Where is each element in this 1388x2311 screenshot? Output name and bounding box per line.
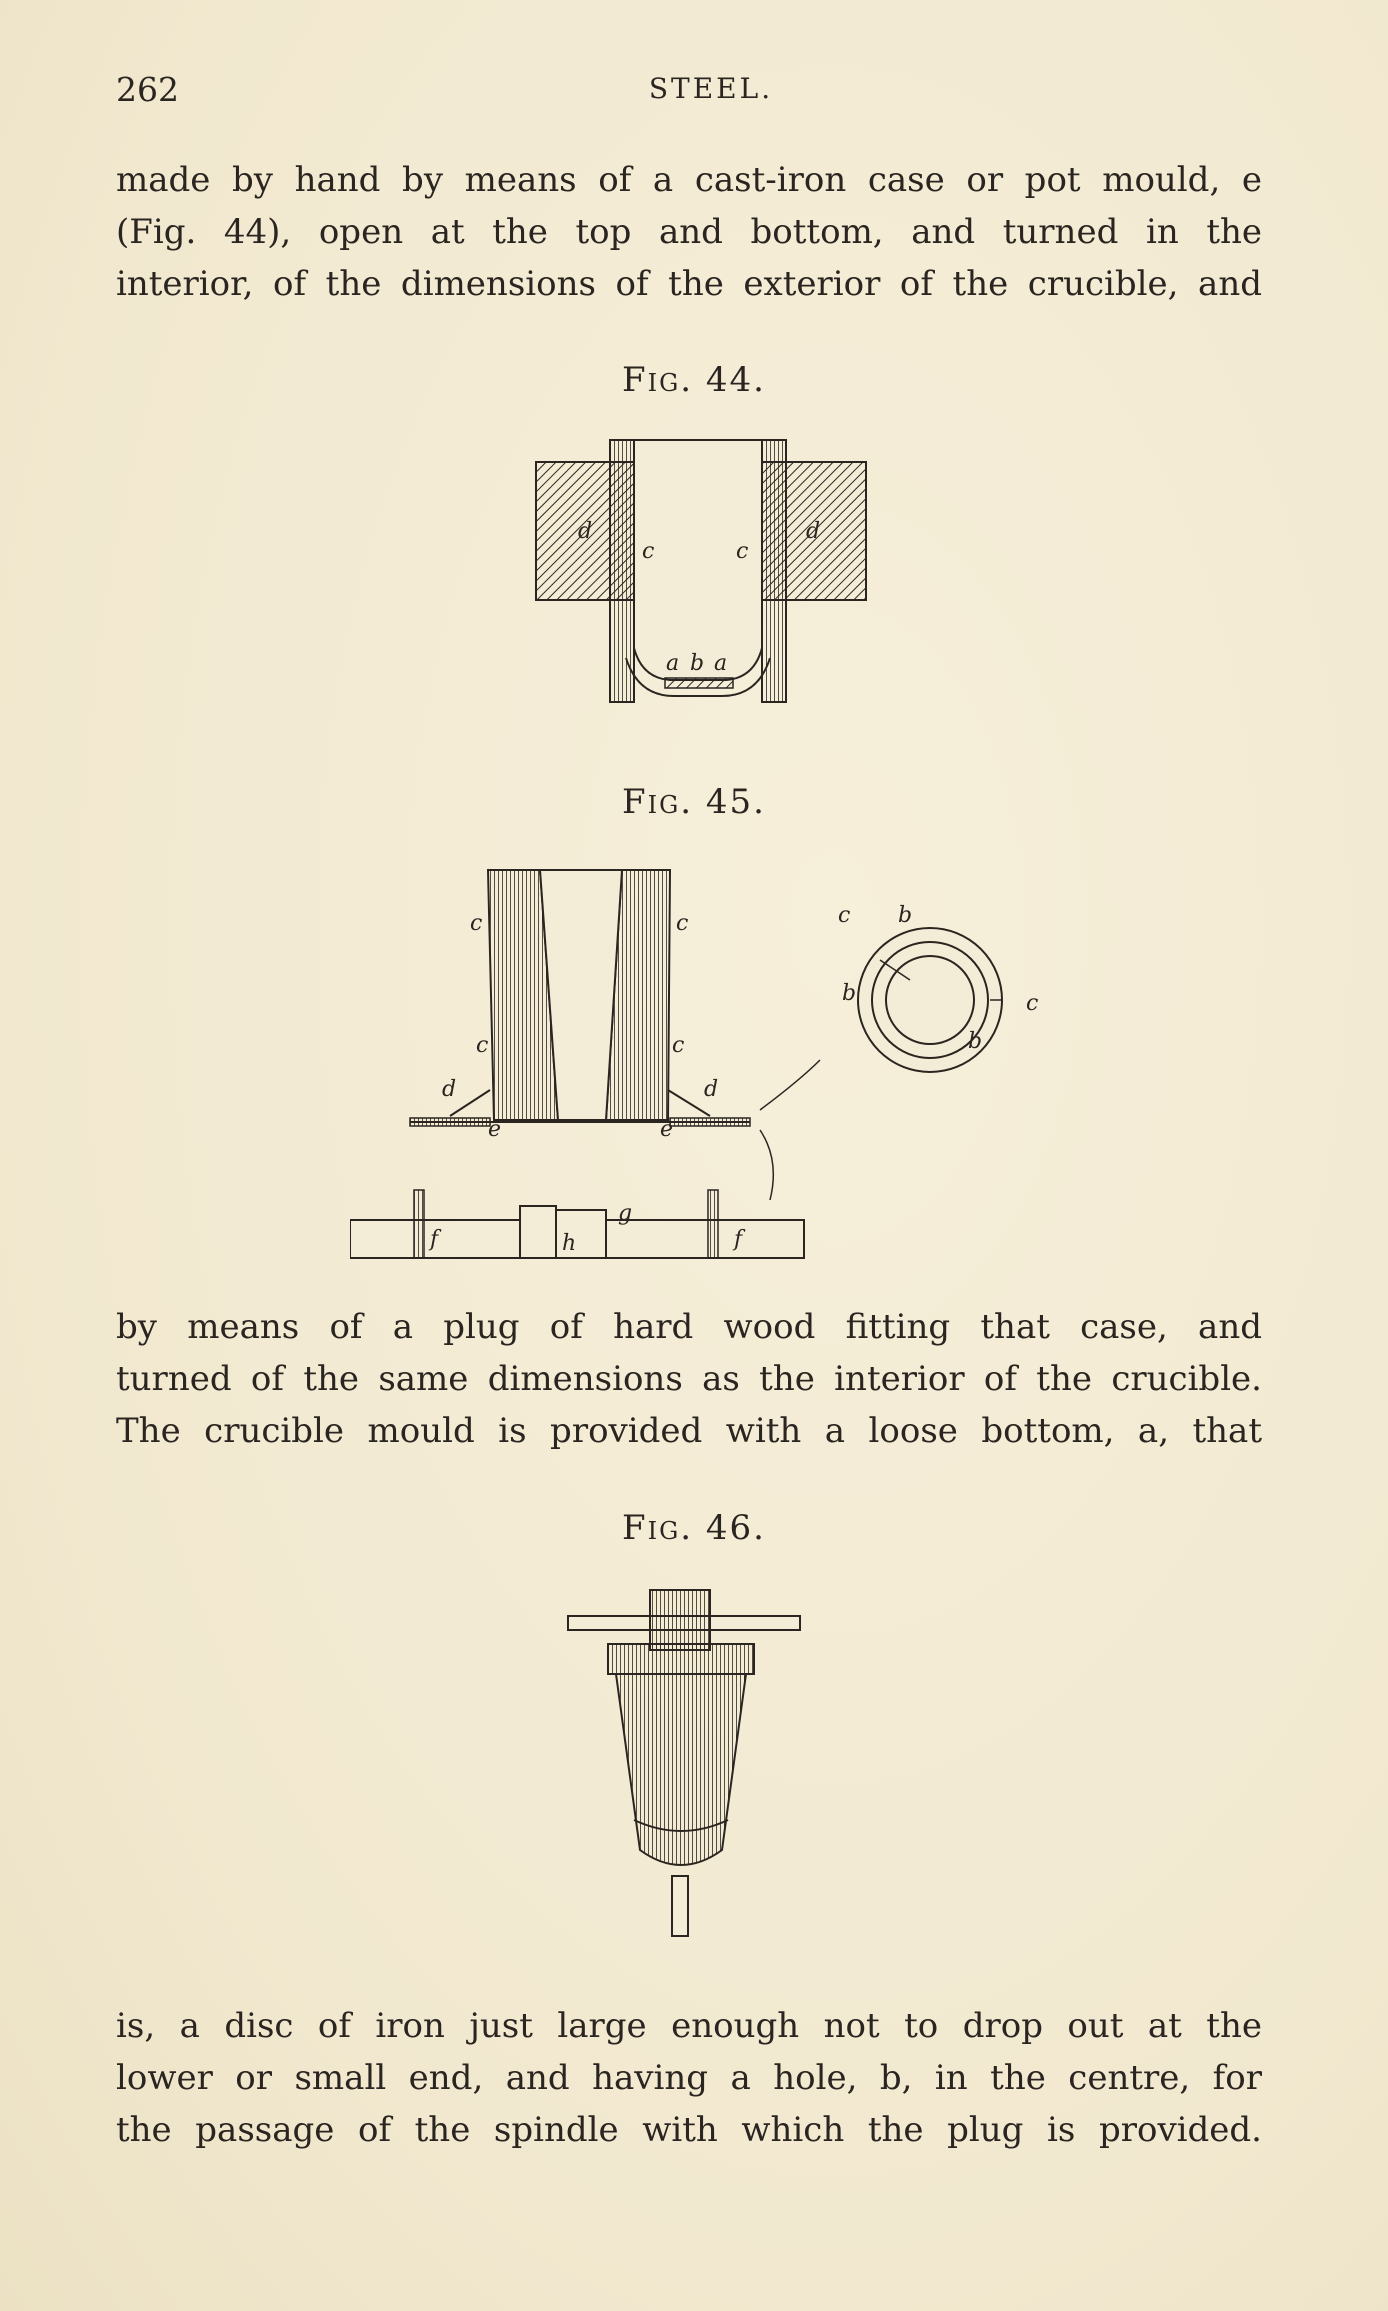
page-header — [116, 70, 1266, 130]
text-line: The crucible mould is provided with a loose bottom, a, that — [116, 1411, 1262, 1451]
label-h: h — [562, 1231, 577, 1256]
label-c: c — [476, 1033, 489, 1058]
label-e: e — [488, 1117, 502, 1142]
paragraph-2 — [116, 1301, 1262, 1457]
text-line: turned of the same dimensions as the interior of the crucible. — [116, 1359, 1262, 1399]
text-line: made by hand by means of a cast-iron case or pot mould, e — [116, 160, 1262, 200]
label-b: b — [842, 981, 857, 1006]
figure-45-caption: Fig. 45. — [622, 782, 766, 822]
text-line: is, a disc of iron just large enough not to drop out at the — [116, 2006, 1262, 2046]
running-head: STEEL. — [648, 72, 774, 105]
figure-46-plug — [560, 1580, 810, 1970]
label-c: c — [676, 911, 689, 936]
paragraph-1 — [116, 154, 1262, 310]
text-line: by means of a plug of hard wood fitting that case, and — [116, 1307, 1262, 1347]
label-c: c — [1026, 991, 1039, 1016]
label-c: c — [642, 539, 655, 564]
figure-44-crucible-mould — [530, 428, 870, 718]
label-d: d — [806, 519, 821, 544]
page-number: 262 — [116, 70, 179, 109]
label-c: c — [470, 911, 483, 936]
text-line: the passage of the spindle with which the plug is provided. — [116, 2110, 1262, 2150]
paragraph-3 — [116, 2000, 1262, 2156]
label-b: b — [898, 903, 913, 928]
text-line: (Fig. 44), open at the top and bottom, and turned in the — [116, 212, 1262, 252]
label-a: a — [714, 651, 728, 676]
label-c: c — [736, 539, 749, 564]
label-f: f — [734, 1227, 743, 1252]
label-d: d — [578, 519, 593, 544]
figure-44-caption: Fig. 44. — [622, 360, 766, 400]
label-d: d — [704, 1077, 719, 1102]
label-g: g — [618, 1201, 633, 1226]
label-c: c — [838, 903, 851, 928]
figure-46-caption: Fig. 46. — [622, 1508, 766, 1548]
text-line: interior, of the dimensions of the exterior of the crucible, and — [116, 264, 1262, 304]
label-d: d — [442, 1077, 457, 1102]
text-line: lower or small end, and having a hole, b, in the centre, for — [116, 2058, 1262, 2098]
label-a: a — [666, 651, 680, 676]
label-b: b — [690, 651, 705, 676]
label-b: b — [968, 1029, 983, 1054]
label-e: e — [660, 1117, 674, 1142]
label-f: f — [430, 1227, 439, 1252]
label-c: c — [672, 1033, 685, 1058]
figure-45-mould-assembly — [350, 860, 1050, 1270]
